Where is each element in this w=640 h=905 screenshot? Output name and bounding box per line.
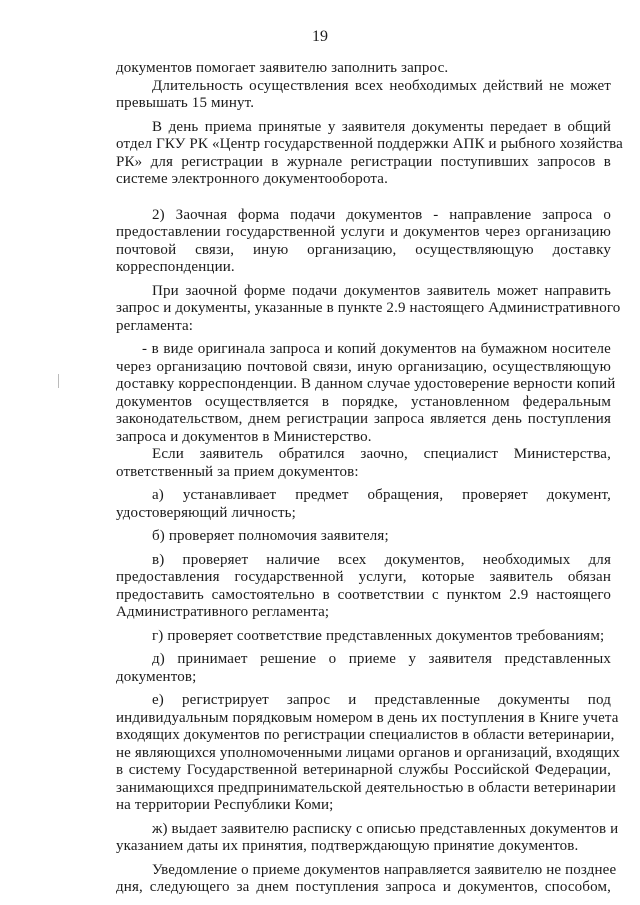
text-line: запроса и документов в Министерство. — [116, 428, 372, 445]
text-line: РК» для регистрации в журнале регистрации поступивших запросов в — [116, 153, 611, 170]
paragraph — [116, 341, 616, 446]
paragraph — [116, 282, 621, 336]
text-line: В день приема принятые у заявителя документы передает в общий — [152, 118, 611, 135]
text-line: е) регистрирует запрос и представленные документы под — [152, 692, 611, 708]
text-line: г) проверяет соответствие представленных документов требованиям; — [152, 627, 605, 644]
paragraph — [116, 628, 611, 646]
text-line: регламента: — [116, 317, 194, 334]
text-line: доставку корреспонденции. В данном случае удостоверение верности копий — [116, 376, 616, 392]
paragraph — [116, 207, 611, 277]
text-line: документов осуществляется в порядке, установленном федеральным — [116, 393, 611, 410]
paragraph — [116, 528, 611, 546]
text-line: предоставить самостоятельно в соответствии с пунктом 2.9 настоящего — [116, 586, 611, 603]
text-line: удостоверяющий личность; — [116, 504, 296, 521]
text-line: Если заявитель обратился заочно, специалист Министерства, — [152, 446, 611, 462]
text-line: законодательством, днем регистрации запроса является день поступления — [116, 411, 611, 427]
text-line: в систему Государственной ветеринарной службы Российской Федерации, — [116, 762, 611, 778]
paragraph — [116, 861, 617, 897]
text-line: системе электронного документооборота. — [116, 171, 389, 187]
text-line: через организацию почтовой связи, иную организацию, осуществляющую — [116, 358, 611, 375]
text-line: предоставления государственной услуги, которые заявитель обязан — [116, 569, 611, 585]
paragraph — [116, 60, 611, 78]
text-line: При заочной форме подачи документов заявитель может направить — [152, 282, 611, 299]
paragraph — [116, 78, 611, 113]
paragraph — [116, 118, 623, 189]
paragraph — [116, 487, 611, 522]
text-line: индивидуальным порядковым номером в день их поступления в Книге учета — [116, 709, 619, 726]
text-line: превышать 15 минут. — [116, 95, 255, 111]
paragraph — [116, 446, 611, 481]
margin-mark — [58, 374, 59, 388]
text-line: входящих документов по регистрации специалистов в области ветеринарии, — [116, 727, 615, 743]
text-line: в) проверяет наличие всех документов, необходимых для — [152, 551, 611, 568]
text-line: дня, следующего за днем поступления запроса и документов, способом, — [116, 879, 611, 895]
paragraph — [116, 651, 611, 686]
text-line: д) принимает решение о приеме у заявителя представленных — [152, 651, 611, 667]
text-line: занимающихся предпринимательской деятельностью в области ветеринарии — [116, 779, 616, 796]
text-line: документов; — [116, 668, 197, 685]
text-line: Уведомление о приеме документов направляется заявителю не позднее — [152, 861, 617, 878]
text-line: Длительность осуществления всех необходимых действий не может — [152, 77, 611, 94]
text-line: не являющихся уполномоченными лицами органов и организаций, входящих — [116, 744, 620, 761]
paragraph — [116, 552, 611, 622]
text-line: ответственный за прием документов: — [116, 463, 359, 480]
text-line: запрос и документы, указанные в пункте 2.9 настоящего Административного — [116, 300, 621, 316]
text-line: корреспонденции. — [116, 259, 235, 275]
text-line: почтовой связи, иную организацию, осуществляющую доставку — [116, 241, 611, 258]
text-line: на территории Республики Коми; — [116, 797, 334, 813]
text-line: отдел ГКУ РК «Центр государственной поддержки АПК и рыбного хозяйства — [116, 136, 623, 152]
text-line: 2) Заочная форма подачи документов - направление запроса о — [152, 206, 611, 223]
text-line: - в виде оригинала запроса и копий документов на бумажном носителе — [142, 341, 611, 357]
paragraph — [116, 820, 619, 856]
page-number: 19 — [312, 28, 328, 45]
text-line: б) проверяет полномочия заявителя; — [152, 528, 389, 544]
text-line: указанием даты их принятия, подтверждающую принятие документов. — [116, 838, 579, 854]
text-line: а) устанавливает предмет обращения, проверяет документ, — [152, 487, 611, 503]
text-line: ж) выдает заявителю расписку с описью представленных документов и — [152, 820, 619, 837]
document-body — [116, 60, 623, 897]
paragraph — [116, 692, 620, 815]
text-line: документов помогает заявителю заполнить запрос. — [116, 60, 449, 76]
text-line: предоставлении государственной услуги и документов через организацию — [116, 224, 611, 240]
text-line: Административного регламента; — [116, 604, 330, 620]
